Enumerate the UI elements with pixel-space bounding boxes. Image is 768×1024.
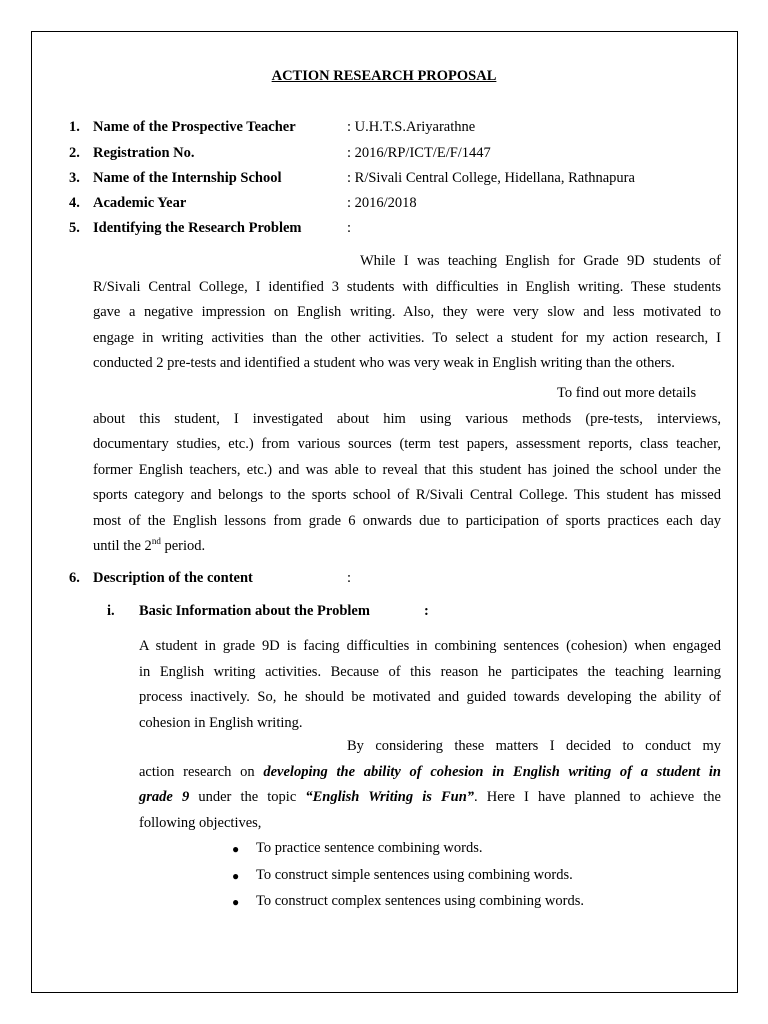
item-value: :	[424, 603, 429, 619]
text-line: cohesion in English writing.	[139, 714, 303, 731]
item-number: i.	[107, 603, 115, 619]
item-number: 2.	[69, 145, 80, 161]
text-line: By considering these matters I decided to conduct my	[347, 738, 721, 754]
item-label: Registration No.	[93, 145, 195, 161]
text-line: engage in writing activities than the other activities. To select a student for my action research, I	[93, 329, 721, 346]
item-value: : 2016/2018	[347, 195, 417, 211]
item-value: : 2016/RP/ICT/E/F/1447	[347, 145, 491, 161]
bullet-icon: ●	[232, 842, 240, 856]
objective-text: To practice sentence combining words.	[256, 840, 483, 856]
item-label: Name of the Prospective Teacher	[93, 119, 296, 135]
item-value: : U.H.T.S.Ariyarathne	[347, 119, 476, 135]
text-line: A student in grade 9D is facing difficulties in combining sentences (cohesion) when engaged	[139, 638, 721, 654]
text-line: To find out more details	[557, 385, 697, 401]
item-value: : R/Sivali Central College, Hidellana, Rathnapura	[347, 170, 635, 186]
objective-text: To construct simple sentences using combining words.	[256, 867, 573, 883]
text-line: most of the English lessons from grade 6 onwards due to participation of sports practices each day	[93, 512, 721, 529]
superscript: nd	[151, 536, 161, 547]
item-value: :	[347, 570, 352, 586]
text-line: in English writing activities. Because of this reason he participates the teaching learning	[139, 663, 721, 680]
text-line: about this student, I investigated about him using various methods (pre-tests, interviews,	[93, 410, 721, 427]
item-number: 1.	[69, 119, 80, 135]
text-line	[139, 760, 721, 786]
item-number: 5.	[69, 220, 80, 236]
text-fragment: period.	[160, 538, 206, 554]
text-line	[93, 534, 721, 560]
item-label: Description of the content	[93, 570, 253, 586]
text-line: following objectives,	[139, 814, 262, 831]
item-label: Basic Information about the Problem	[139, 603, 370, 619]
basic-paragraph-2	[139, 734, 721, 836]
item-number: 4.	[69, 195, 80, 211]
research-focus-text: developing the ability of cohesion in English writing of a student in	[263, 763, 721, 780]
text-line: documentary studies, etc.) from various sources (term test papers, assessment reports, class teacher,	[93, 436, 721, 452]
text-line: conducted 2 pre-tests and identified a student who was very weak in English writing than the others.	[93, 355, 675, 371]
problem-paragraph-2	[93, 381, 721, 560]
text-fragment: under the topic	[189, 789, 306, 805]
item-label: Identifying the Research Problem	[93, 220, 302, 236]
grade-text: grade 9	[139, 789, 190, 805]
objective-text: To construct complex sentences using combining words.	[256, 893, 584, 909]
text-line: process inactively. So, he should be motivated and guided towards developing the ability of	[139, 689, 721, 705]
text-line	[139, 785, 721, 811]
item-value: :	[347, 220, 352, 236]
problem-paragraph-1	[93, 249, 721, 377]
topic-text: “English Writing is Fun”	[305, 789, 475, 805]
text-line: While I was teaching English for Grade 9D students of	[360, 253, 721, 269]
item-number: 3.	[69, 170, 80, 186]
document-title: ACTION RESEARCH PROPOSAL	[271, 68, 497, 84]
text-fragment: action research on	[139, 763, 264, 780]
text-line: former English teachers, etc.) and was able to reveal that this student has joined the school under the	[93, 461, 721, 478]
text-line: R/Sivali Central College, I identified 3 students with difficulties in English writing. These students	[93, 278, 721, 295]
bullet-icon: ●	[232, 895, 240, 909]
item-number: 6.	[69, 570, 80, 586]
text-fragment: until the 2	[93, 538, 152, 554]
basic-paragraph-1	[139, 634, 721, 736]
text-line: sports category and belongs to the sports school of R/Sivali Central College. This student has missed	[93, 487, 721, 503]
item-label: Name of the Internship School	[93, 170, 282, 186]
text-line: gave a negative impression on English writing. Also, they were very slow and less motivated to	[93, 304, 721, 320]
item-label: Academic Year	[93, 195, 187, 211]
bullet-icon: ●	[232, 869, 240, 883]
text-fragment: . Here I have planned to achieve the	[474, 789, 721, 805]
